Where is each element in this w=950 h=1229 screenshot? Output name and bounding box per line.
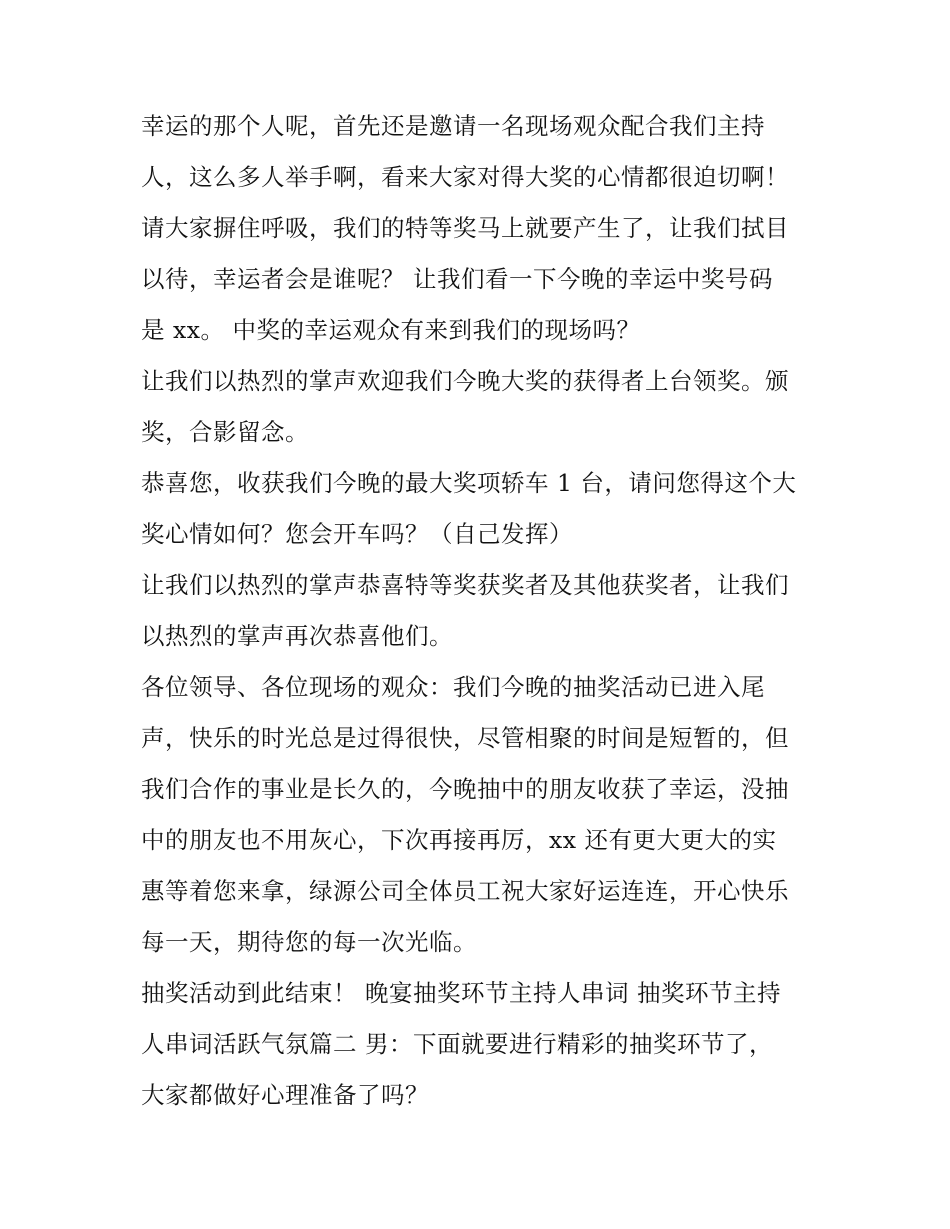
- text-line: 人，这么多人举手啊，看来大家对得大奖的心情都很迫切啊！: [141, 163, 789, 191]
- text-line: 以热烈的掌声再次恭喜他们。: [141, 622, 453, 650]
- text-line: 让我们以热烈的掌声欢迎我们今晚大奖的获得者上台领奖。颁: [141, 367, 789, 395]
- document-body: [141, 101, 821, 1121]
- text-line: 声，快乐的时光总是过得很快，尽管相聚的时间是短暂的，但: [141, 724, 789, 752]
- text-line: 奖心情如何？您会开车吗？（自己发挥）: [141, 520, 573, 548]
- text-line: 让我们以热烈的掌声恭喜特等奖获奖者及其他获奖者，让我们: [141, 571, 789, 599]
- text-line: 幸运的那个人呢，首先还是邀请一名现场观众配合我们主持: [141, 112, 765, 140]
- text-line: 是 xx。 中奖的幸运观众有来到我们的现场吗？: [141, 316, 641, 344]
- text-line: 惠等着您来拿，绿源公司全体员工祝大家好运连连，开心快乐: [141, 877, 789, 905]
- text-line: 抽奖活动到此结束！ 晚宴抽奖环节主持人串词 抽奖环节主持: [141, 979, 781, 1007]
- text-line: 大家都做好心理准备了吗？: [141, 1081, 429, 1109]
- text-line: 每一天，期待您的每一次光临。: [141, 928, 477, 956]
- text-line: 恭喜您，收获我们今晚的最大奖项轿车 1 台，请问您得这个大: [141, 469, 797, 497]
- text-line: 中的朋友也不用灰心，下次再接再厉，xx 还有更大更大的实: [141, 826, 777, 854]
- text-line: 人串词活跃气氛篇二 男：下面就要进行精彩的抽奖环节了，: [141, 1030, 773, 1058]
- text-line: 各位领导、各位现场的观众：我们今晚的抽奖活动已进入尾: [141, 673, 765, 701]
- text-line: 我们合作的事业是长久的，今晚抽中的朋友收获了幸运，没抽: [141, 775, 789, 803]
- text-line: 以待，幸运者会是谁呢？ 让我们看一下今晚的幸运中奖号码: [141, 265, 773, 293]
- text-line: 奖，合影留念。: [141, 418, 309, 446]
- text-line: 请大家摒住呼吸，我们的特等奖马上就要产生了，让我们拭目: [141, 214, 789, 242]
